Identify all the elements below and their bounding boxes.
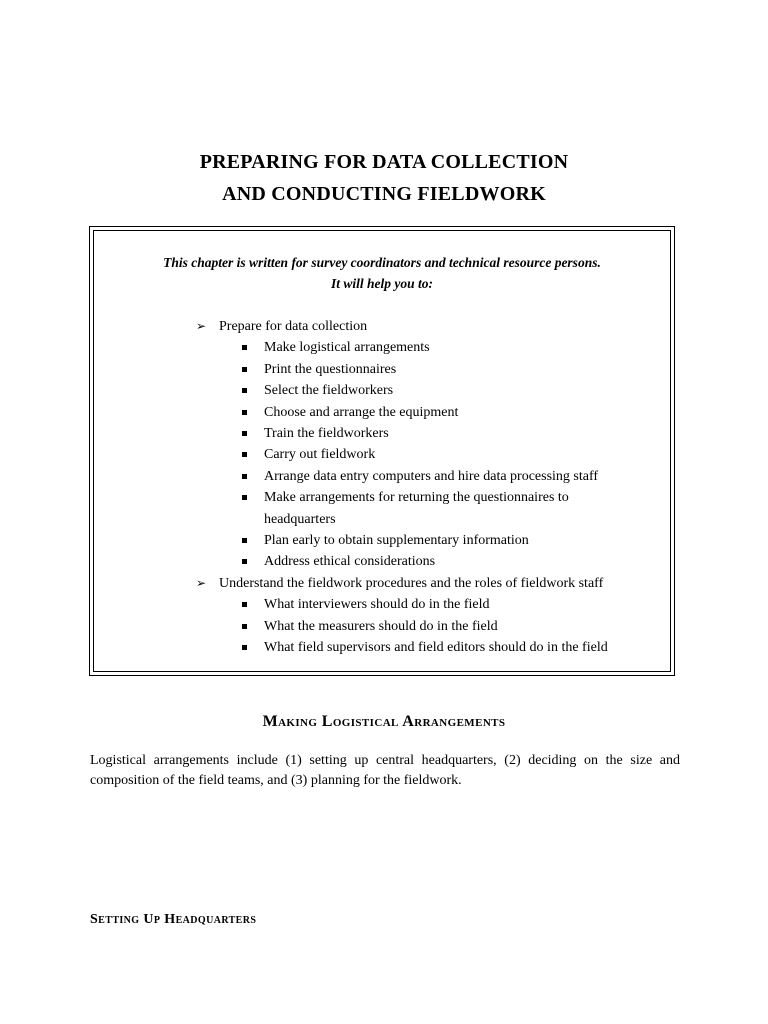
square-bullet-icon xyxy=(242,559,247,564)
square-bullet-icon xyxy=(242,645,247,650)
square-bullet-icon xyxy=(242,345,247,350)
objective-subitem: headquarters xyxy=(264,511,336,527)
objective-subitem: What interviewers should do in the field xyxy=(264,597,490,613)
chapter-title-line-2: AND CONDUCTING FIELDWORK xyxy=(222,183,546,205)
objective-subitem: Arrange data entry computers and hire data processing staff xyxy=(264,468,599,484)
objective-subitem: Make logistical arrangements xyxy=(264,340,430,356)
objective-subitem: Make arrangements for returning the questionnaires to xyxy=(264,490,569,506)
objective-subitem: Carry out fieldwork xyxy=(264,447,376,463)
objective-subitem: What field supervisors and field editors should do in the field xyxy=(264,640,608,655)
objective-item: Understand the fieldwork procedures and the roles of fieldwork staff xyxy=(219,575,604,591)
objective-subitem: Print the questionnaires xyxy=(264,361,397,377)
square-bullet-icon xyxy=(242,388,247,393)
objective-subitem: Select the fieldworkers xyxy=(264,383,394,399)
section-paragraph: Logistical arrangements include (1) setting up central headquarters, (2) deciding on the size and composition of the field teams, and (3) planning for the fieldwork. xyxy=(90,753,680,788)
box-intro-line-2: It will help you to: xyxy=(330,276,433,291)
square-bullet-icon xyxy=(242,624,247,629)
box-intro-line-1: This chapter is written for survey coordinators and technical resource persons. xyxy=(163,255,601,270)
objective-subitem: Plan early to obtain supplementary information xyxy=(264,533,529,548)
objective-item: Prepare for data collection xyxy=(219,319,368,334)
objective-subitem: Choose and arrange the equipment xyxy=(264,404,459,420)
arrow-bullet-icon: ➢ xyxy=(196,575,207,590)
square-bullet-icon xyxy=(242,602,247,607)
square-bullet-icon xyxy=(242,538,247,543)
subsection-heading: Setting Up Headquarters xyxy=(90,912,257,927)
arrow-bullet-icon: ➢ xyxy=(196,319,207,333)
square-bullet-icon xyxy=(242,452,247,457)
chapter-title-line-1: PREPARING FOR DATA COLLECTION xyxy=(199,151,569,173)
square-bullet-icon xyxy=(242,367,247,372)
section-heading: Making Logistical Arrangements xyxy=(262,713,506,730)
square-bullet-icon xyxy=(242,495,247,500)
square-bullet-icon xyxy=(242,410,247,415)
objective-subitem: Train the fieldworkers xyxy=(264,426,389,441)
objective-subitem: Address ethical considerations xyxy=(264,554,436,570)
square-bullet-icon xyxy=(242,474,247,479)
square-bullet-icon xyxy=(242,431,247,436)
objective-subitem: What the measurers should do in the field xyxy=(264,618,498,634)
